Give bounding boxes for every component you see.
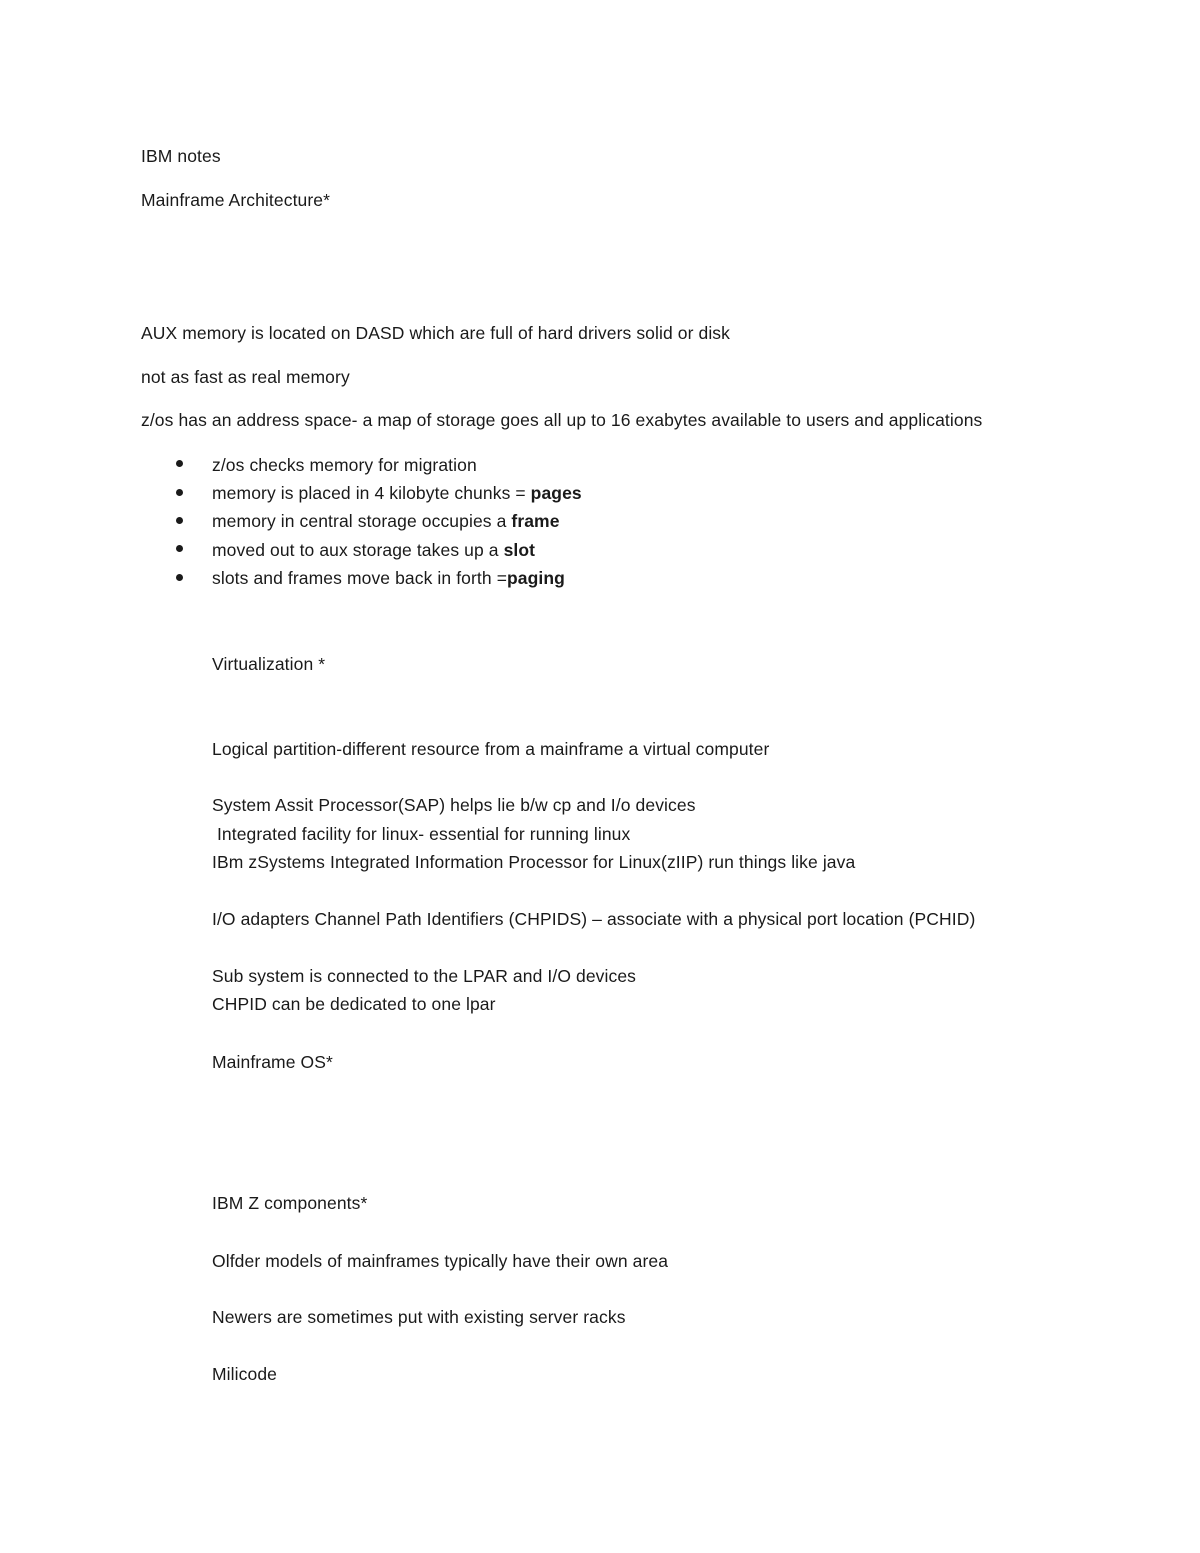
bullet-dot-icon — [176, 489, 183, 496]
older-models-text: Olfder models of mainframes typically have their own area — [212, 1251, 669, 1271]
sap-text: System Assit Processor(SAP) helps lie b/w cp and I/o devices — [212, 795, 696, 815]
bullet-dot-icon — [176, 574, 183, 581]
ziip-text: IBm zSystems Integrated Information Processor for Linux(zIIP) run things like java — [212, 852, 856, 872]
bullet-dot-icon — [176, 460, 183, 467]
bullet-dot-icon — [176, 517, 183, 524]
heading-virtualization: Virtualization * — [212, 654, 326, 674]
bullet-dot-icon — [176, 545, 183, 552]
heading-ibm-z-components: IBM Z components* — [212, 1193, 368, 1213]
milicode-text: Milicode — [212, 1364, 277, 1384]
heading-mainframe-architecture: Mainframe Architecture* — [141, 190, 331, 210]
subsystem-text: Sub system is connected to the LPAR and I/O devices — [212, 966, 637, 986]
document-title: IBM notes — [141, 146, 221, 166]
chpids-text: I/O adapters Channel Path Identifiers (CHPIDS) – associate with a physical port location (PCHID) — [212, 909, 976, 929]
address-space-text: z/os has an address space- a map of storage goes all up to 16 exabytes available to users and applications — [141, 410, 983, 430]
chpid-dedicated-text: CHPID can be dedicated to one lpar — [212, 994, 496, 1014]
newers-text: Newers are sometimes put with existing server racks — [212, 1307, 626, 1327]
not-fast-text: not as fast as real memory — [141, 367, 350, 387]
list-item: memory is placed in 4 kilobyte chunks = pages — [212, 483, 582, 503]
list-item: memory in central storage occupies a frame — [212, 511, 560, 531]
logical-partition-text: Logical partition-different resource from a mainframe a virtual computer — [212, 739, 770, 759]
aux-memory-text: AUX memory is located on DASD which are full of hard drivers solid or disk — [141, 323, 731, 343]
list-item: slots and frames move back in forth =paging — [212, 568, 565, 588]
ifl-text: Integrated facility for linux- essential for running linux — [212, 824, 631, 844]
list-item: z/os checks memory for migration — [212, 455, 477, 475]
list-item: moved out to aux storage takes up a slot — [212, 540, 536, 560]
heading-mainframe-os: Mainframe OS* — [212, 1052, 333, 1072]
